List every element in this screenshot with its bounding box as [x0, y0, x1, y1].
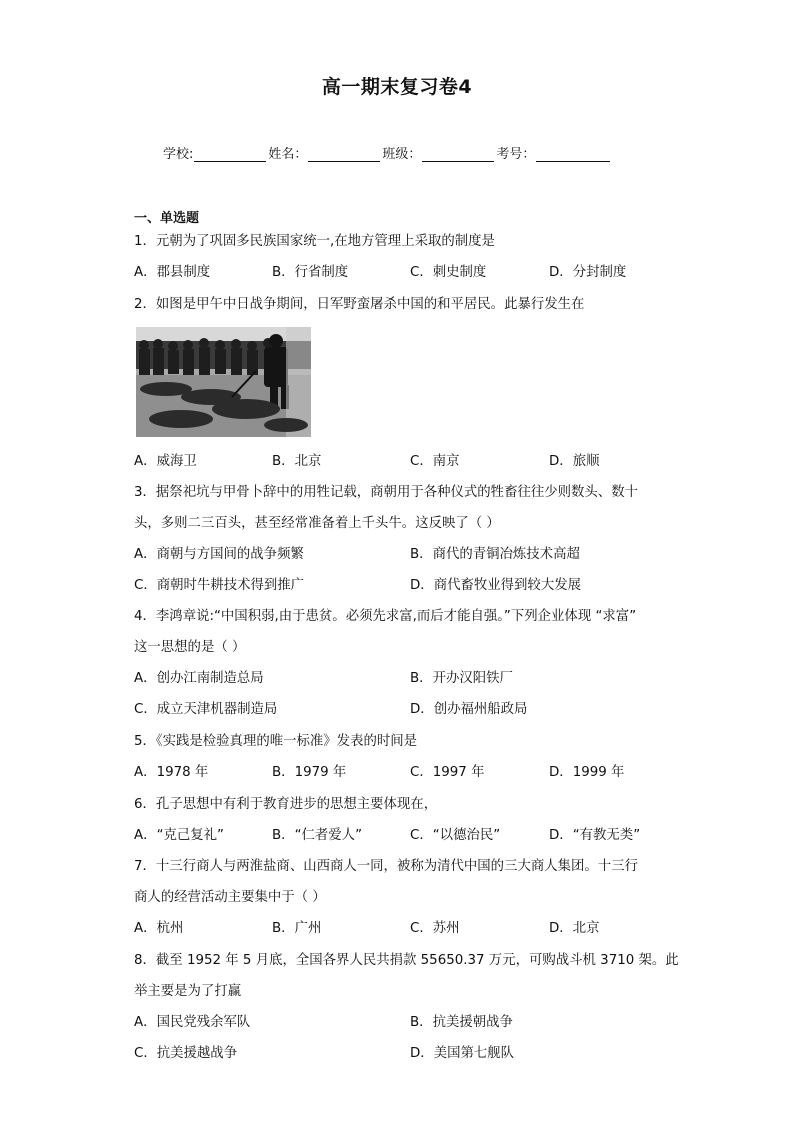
q4-option-a[interactable] [134, 670, 264, 688]
option-letter: D． [549, 921, 573, 936]
option-text: “克己复礼” [156, 828, 224, 843]
q7-option-d[interactable] [549, 920, 599, 938]
option-text: 广州 [294, 921, 322, 936]
option-letter: B． [410, 671, 433, 686]
option-letter: A． [134, 671, 157, 686]
q6-option-a[interactable] [134, 827, 224, 845]
option-text: 1978 年 [156, 765, 209, 780]
option-letter: D． [410, 702, 434, 717]
option-text: 行省制度 [294, 265, 349, 280]
option-text: 北京 [294, 454, 322, 469]
question-3-stem-line-2: 头，多则二三百头，甚至经常准备着上千头牛。这反映了（ ） [134, 516, 500, 531]
q5-option-d[interactable] [549, 764, 624, 782]
question-7-stem-line-2: 商人的经营活动主要集中于（ ） [134, 890, 326, 905]
q3-option-b[interactable] [410, 546, 580, 564]
name-label: 姓名： [268, 147, 308, 162]
class-label: 班级： [382, 147, 422, 162]
q5-option-b[interactable] [272, 764, 346, 782]
option-text: 刺史制度 [432, 265, 487, 280]
q6-option-d[interactable] [549, 827, 640, 845]
option-letter: C． [410, 265, 433, 280]
option-text: 商代的青铜冶炼技术高超 [432, 547, 580, 562]
q6-option-c[interactable] [410, 827, 500, 845]
q8-option-d[interactable] [410, 1045, 514, 1063]
option-letter: A． [134, 1015, 157, 1030]
option-letter: D． [549, 265, 573, 280]
option-text: 美国第七舰队 [433, 1046, 515, 1061]
section-title: 一、单选题 [134, 211, 200, 226]
question-3-stem-line-1: 3．据祭祀坑与甲骨卜辞中的用牲记载，商朝用于各种仪式的牲畜往往少则数头、数十 [134, 485, 638, 500]
question-7-stem-line-1: 7．十三行商人与两淮盐商、山西商人一同，被称为清代中国的三大商人集团。十三行 [134, 859, 638, 874]
school-field[interactable] [194, 147, 266, 162]
option-text: 分封制度 [572, 265, 627, 280]
q2-option-d[interactable] [549, 453, 599, 471]
question-8-stem-line-1: 8．截至 1952 年 5 月底，全国各界人民共捐款 55650.37 万元，可购战斗机 3710 架。此 [134, 953, 679, 968]
question-8-stem-line-2: 举主要是为了打赢 [134, 984, 242, 999]
q4-option-c[interactable] [134, 701, 277, 719]
q6-option-b[interactable] [272, 827, 362, 845]
q1-option-d[interactable] [549, 264, 626, 282]
option-letter: B． [272, 765, 295, 780]
option-letter: C． [410, 454, 433, 469]
option-letter: C． [410, 828, 433, 843]
option-text: 抗美援越战争 [156, 1046, 238, 1061]
option-text: “仁者爱人” [294, 828, 363, 843]
q4-option-b[interactable] [410, 670, 513, 688]
option-text: 北京 [572, 921, 600, 936]
option-letter: C． [410, 921, 433, 936]
student-info-line [163, 143, 612, 162]
option-text: 1997 年 [432, 765, 485, 780]
school-label: 学校: [163, 147, 194, 162]
option-letter: D． [410, 578, 434, 593]
question-2-stem: 2．如图是甲午中日战争期间，日军野蛮屠杀中国的和平居民。此暴行发生在 [134, 297, 585, 312]
question-1-stem: 1．元朝为了巩固多民族国家统一,在地方管理上采取的制度是 [134, 234, 495, 249]
option-letter: A． [134, 547, 157, 562]
option-letter: A． [134, 765, 157, 780]
option-letter: A． [134, 454, 157, 469]
q1-option-c[interactable] [410, 264, 486, 282]
option-text: 郡县制度 [156, 265, 211, 280]
class-field[interactable] [422, 147, 494, 162]
name-field[interactable] [308, 147, 380, 162]
q1-option-b[interactable] [272, 264, 348, 282]
q2-option-c[interactable] [410, 453, 460, 471]
option-text: “有教无类” [572, 828, 641, 843]
q8-option-c[interactable] [134, 1045, 237, 1063]
massacre-photo [136, 327, 311, 437]
option-text: 商朝与方国间的战争频繁 [156, 547, 304, 562]
option-letter: B． [410, 547, 433, 562]
option-text: 开办汉阳铁厂 [432, 671, 513, 686]
q3-option-d[interactable] [410, 577, 581, 595]
option-letter: A． [134, 921, 157, 936]
option-text: 南京 [432, 454, 460, 469]
option-letter: B． [272, 265, 295, 280]
option-text: 杭州 [156, 921, 184, 936]
question-4-stem-line-2: 这一思想的是（ ） [134, 640, 246, 655]
q7-option-b[interactable] [272, 920, 321, 938]
option-text: 成立天津机器制造局 [156, 702, 278, 717]
option-text: 抗美援朝战争 [432, 1015, 513, 1030]
question-5-stem: 5．《实践是检验真理的唯一标准》发表的时间是 [134, 734, 418, 749]
q5-option-c[interactable] [410, 764, 484, 782]
option-text: “以德治民” [432, 828, 501, 843]
historical-photo-image [136, 327, 311, 437]
option-text: 旅顺 [572, 454, 600, 469]
option-letter: B． [272, 828, 295, 843]
q7-option-a[interactable] [134, 920, 183, 938]
option-letter: D． [549, 765, 573, 780]
option-text: 创办江南制造总局 [156, 671, 264, 686]
exam-number-label: 考号： [496, 147, 536, 162]
option-letter: C． [134, 702, 157, 717]
option-text: 创办福州船政局 [433, 702, 528, 717]
exam-number-field[interactable] [536, 147, 610, 162]
option-letter: C． [410, 765, 433, 780]
option-letter: C． [134, 1046, 157, 1061]
q8-option-a[interactable] [134, 1014, 250, 1032]
option-letter: B． [272, 921, 295, 936]
option-letter: D． [549, 828, 573, 843]
q8-option-b[interactable] [410, 1014, 513, 1032]
option-letter: C． [134, 578, 157, 593]
option-letter: A． [134, 828, 157, 843]
question-6-stem: 6．孔子思想中有利于教育进步的思想主要体现在， [134, 797, 438, 812]
q3-option-c[interactable] [134, 577, 304, 595]
question-4-stem-line-1: 4．李鸿章说:“中国积弱,由于患贫。必须先求富,而后才能自强。”下列企业体现 “求富” [134, 609, 637, 624]
option-text: 苏州 [432, 921, 460, 936]
q7-option-c[interactable] [410, 920, 460, 938]
option-letter: D． [410, 1046, 434, 1061]
option-text: 威海卫 [156, 454, 197, 469]
page-title: 高一期末复习卷4 [321, 76, 473, 98]
q2-option-a[interactable] [134, 453, 197, 471]
option-text: 1999 年 [572, 765, 625, 780]
q3-option-a[interactable] [134, 546, 304, 564]
option-text: 1979 年 [294, 765, 347, 780]
option-text: 国民党残余军队 [156, 1015, 251, 1030]
option-text: 商代畜牧业得到较大发展 [433, 578, 581, 593]
option-letter: D． [549, 454, 573, 469]
option-letter: B． [272, 454, 295, 469]
option-letter: A． [134, 265, 157, 280]
q2-option-b[interactable] [272, 453, 321, 471]
option-letter: B． [410, 1015, 433, 1030]
q5-option-a[interactable] [134, 764, 208, 782]
option-text: 商朝时牛耕技术得到推广 [156, 578, 305, 593]
q1-option-a[interactable] [134, 264, 210, 282]
q4-option-d[interactable] [410, 701, 527, 719]
